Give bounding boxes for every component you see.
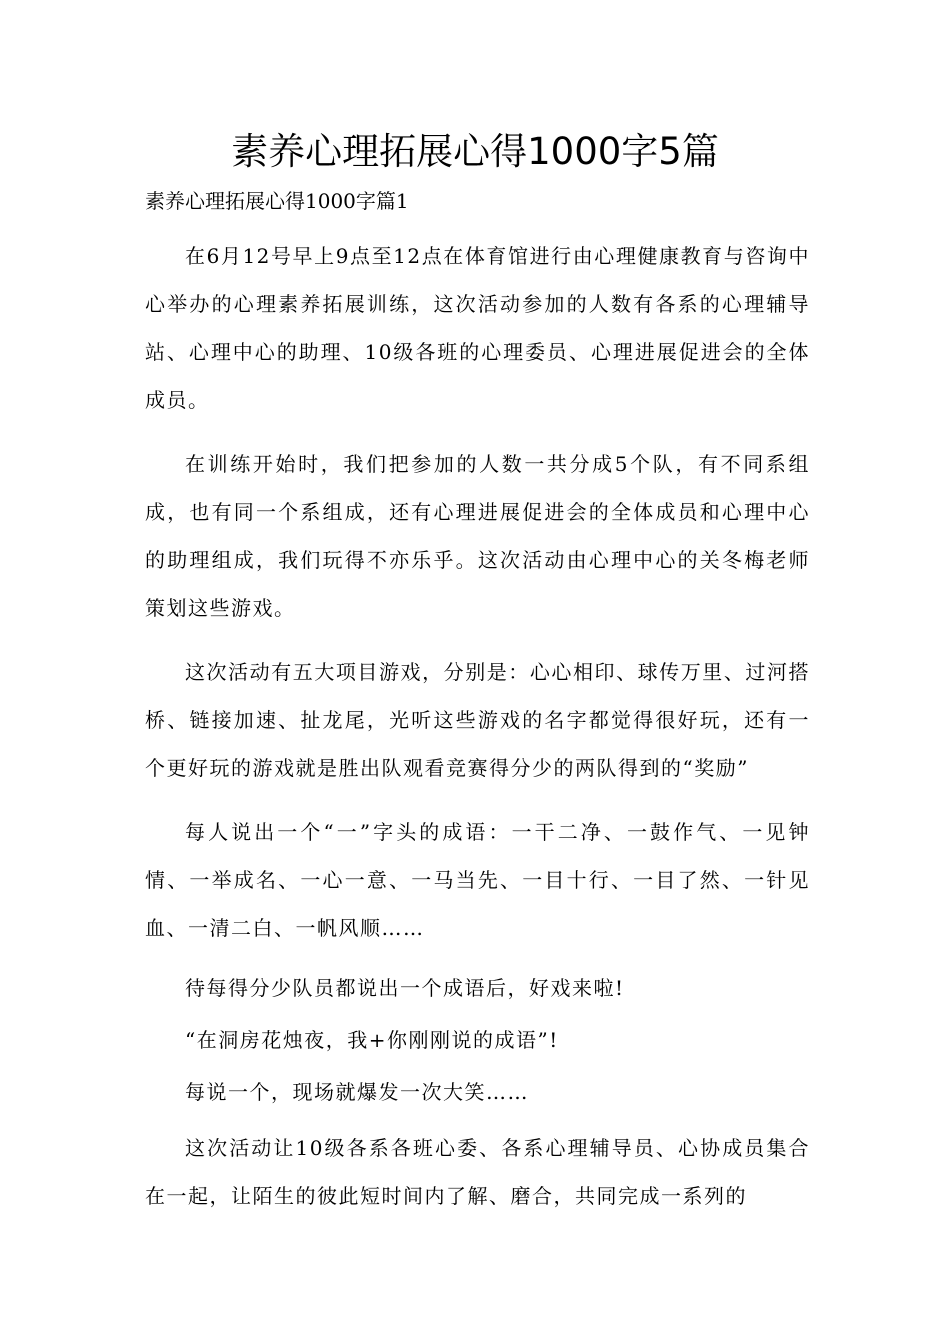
paragraph-6: “在洞房花烛夜，我+你刚刚说的成语”! — [185, 1028, 559, 1052]
paragraph-3: 这次活动有五大项目游戏，分别是：心心相印、球传万里、过河搭桥、链接加速、扯龙尾，光听这些游戏的名字都觉得很好玩，还有一个更好玩的游戏就是胜出队观看竞赛得分少的两队得到的“奖励” — [145, 660, 810, 780]
paragraph-5: 待每得分少队员都说出一个成语后，好戏来啦! — [185, 976, 625, 1000]
document-body — [145, 232, 810, 1236]
paragraph-7: 每说一个，现场就爆发一次大笑…… — [185, 1080, 529, 1104]
paragraph-1: 在6月12号早上9点至12点在体育馆进行由心理健康教育与咨询中心举办的心理素养拓展训练，这次活动参加的人数有各系的心理辅导站、心理中心的助理、10级各班的心理委员、心理进展促进会的全体成员。 — [145, 244, 810, 412]
document-subtitle: 素养心理拓展心得1000字篇1 — [145, 189, 409, 213]
document-title: 素养心理拓展心得1000字5篇 — [231, 130, 719, 173]
paragraph-4: 每人说出一个“一”字头的成语：一干二净、一鼓作气、一见钟情、一举成名、一心一意、一马当先、一目十行、一目了然、一针见血、一清二白、一帆风顺…… — [145, 820, 810, 940]
paragraph-2: 在训练开始时，我们把参加的人数一共分成5个队，有不同系组成，也有同一个系组成，还有心理进展促进会的全体成员和心理中心的助理组成，我们玩得不亦乐乎。这次活动由心理中心的关冬梅老师策划这些游戏。 — [145, 452, 810, 620]
paragraph-8: 这次活动让10级各系各班心委、各系心理辅导员、心协成员集合在一起，让陌生的彼此短时间内了解、磨合，共同完成一系列的 — [145, 1136, 810, 1208]
